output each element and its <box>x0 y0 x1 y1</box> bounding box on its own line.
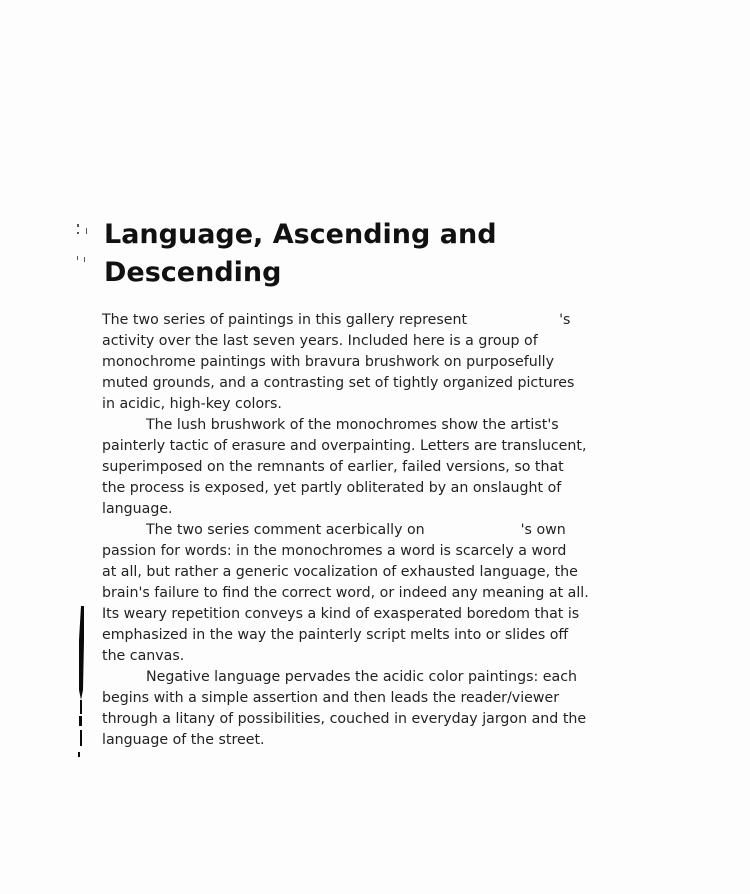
body-text: 's own <box>520 522 566 538</box>
body-line: through a litany of possibilities, couched in everyday jargon and the <box>102 711 587 727</box>
page-title <box>104 216 564 292</box>
body-line: superimposed on the remnants of earlier, failed versions, so that <box>102 459 564 475</box>
body-line: monochrome paintings with bravura brushwork on purposefully <box>102 354 554 370</box>
body-line: Its weary repetition conveys a kind of exasperated boredom that is <box>102 606 580 622</box>
body-text: 's <box>559 312 571 328</box>
body-line: activity over the last seven years. Included here is a group of <box>102 333 538 349</box>
body-line: language. <box>102 501 173 517</box>
body-line: painterly tactic of erasure and overpainting. Letters are translucent, <box>102 438 587 454</box>
body-line <box>102 520 627 541</box>
title-line-2: Descending <box>104 257 282 288</box>
body-text: The two series of paintings in this gallery represent <box>102 312 468 328</box>
body-line: begins with a simple assertion and then leads the reader/viewer <box>102 690 560 706</box>
body-line: brain's failure to find the correct word, or indeed any meaning at all. <box>102 585 589 601</box>
body-text: The two series comment acerbically on <box>146 522 425 538</box>
body-line: the canvas. <box>102 648 185 664</box>
body-line: Negative language pervades the acidic color paintings: each <box>146 669 578 685</box>
body-line: the process is exposed, yet partly obliterated by an onslaught of <box>102 480 562 496</box>
body-line: muted grounds, and a contrasting set of tightly organized pictures <box>102 375 575 391</box>
body-line: The lush brushwork of the monochromes show the artist's <box>146 417 559 433</box>
body-line: emphasized in the way the painterly script melts into or slides off <box>102 627 569 643</box>
body-line <box>102 310 627 331</box>
margin-specks <box>77 224 87 262</box>
body-line: passion for words: in the monochromes a word is scarcely a word <box>102 543 567 559</box>
title-line-1: Language, Ascending and <box>104 219 497 250</box>
margin-ink-streak <box>78 606 84 757</box>
body-line: at all, but rather a generic vocalization of exhausted language, the <box>102 564 578 580</box>
body-line: language of the street. <box>102 732 265 748</box>
body-line: in acidic, high-key colors. <box>102 396 282 412</box>
article-body <box>102 310 627 751</box>
